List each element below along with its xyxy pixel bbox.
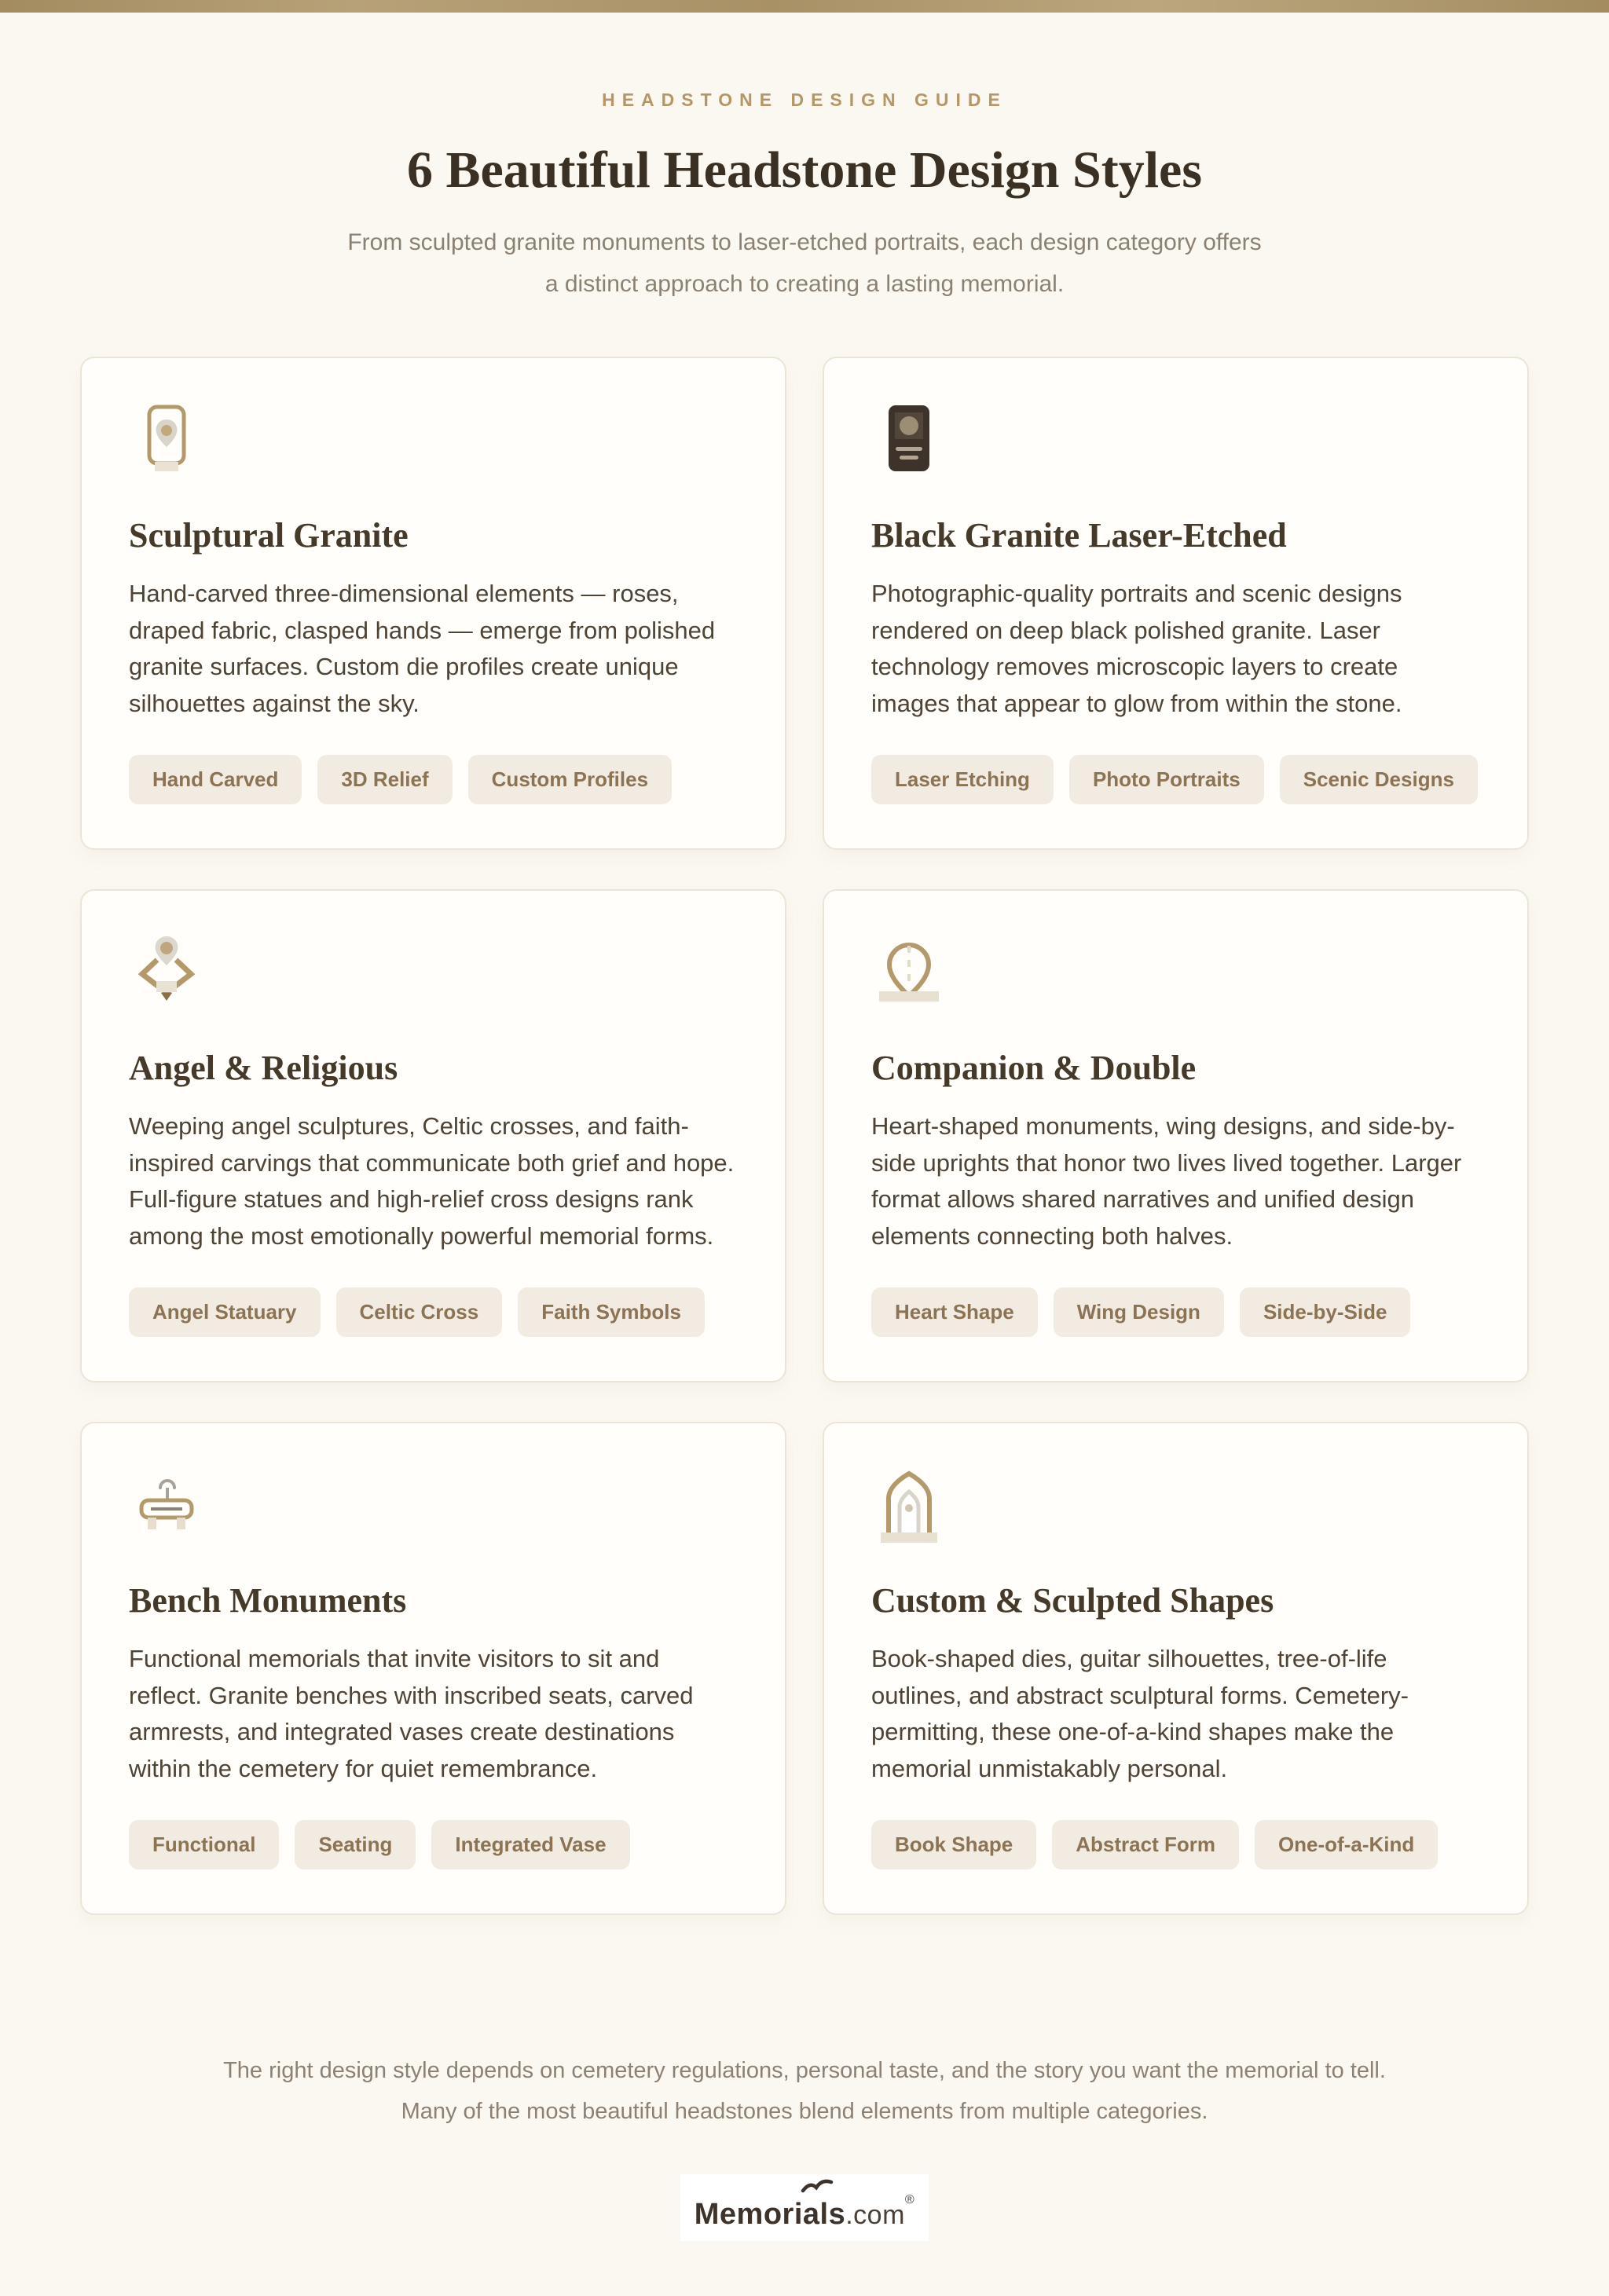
memorials-logo [680, 2174, 929, 2241]
card-title: Sculptural Granite [129, 516, 409, 555]
card-description: Functional memorials that invite visitors to sit and reflect. Granite benches with inscribed seats, carved armrests, and integrated vases create destinations within the cemetery for quiet remembrance. [129, 1645, 694, 1782]
logo-text [694, 2193, 915, 2232]
logo-container [0, 2174, 1609, 2296]
tag-badge: Book Shape [871, 1820, 1036, 1869]
card-title: Companion & Double [871, 1049, 1197, 1087]
card-black-granite-laser-etched [823, 357, 1529, 850]
card-description: Book-shaped dies, guitar silhouettes, tree-of-life outlines, and abstract sculptural forms. Cemetery-permitting, these one-of-a-kind shapes make the memorial unmistakably personal. [871, 1645, 1409, 1782]
eyebrow-label: HEADSTONE DESIGN GUIDE [602, 90, 1007, 110]
tag-list [129, 1820, 738, 1869]
tag-badge: Scenic Designs [1280, 755, 1478, 804]
tag-badge: Angel Statuary [129, 1287, 321, 1337]
angel-pin-icon [129, 935, 738, 1013]
tag-list [129, 755, 738, 804]
card-title: Black Granite Laser-Etched [871, 516, 1287, 555]
card-sculptural-granite [80, 357, 786, 850]
card-description: Photographic-quality portraits and scenic designs rendered on deep black polished granite. Laser technology removes microscopic layers to create images that appear to glow from within the stone. [871, 580, 1402, 717]
tag-badge: Faith Symbols [518, 1287, 705, 1337]
top-accent-bar [0, 0, 1609, 13]
tag-badge: Laser Etching [871, 755, 1054, 804]
upright-headstone-pin-icon [129, 402, 738, 481]
logo-tld: .com [845, 2200, 905, 2231]
tag-list [871, 1820, 1480, 1869]
tag-badge: Functional [129, 1820, 279, 1869]
tag-badge: Side-by-Side [1240, 1287, 1410, 1337]
tag-badge: Hand Carved [129, 755, 302, 804]
card-custom-sculpted-shapes [823, 1422, 1529, 1915]
card-angel-religious [80, 889, 786, 1382]
tag-badge: Custom Profiles [468, 755, 672, 804]
card-description: Hand-carved three-dimensional elements — roses, draped fabric, clasped hands — emerge from polished granite surfaces. Custom die profiles create unique silhouettes against the sky. [129, 580, 716, 717]
logo-registered-mark: ® [904, 2193, 915, 2207]
gull-bird-icon [800, 2177, 834, 2199]
tag-badge: Wing Design [1054, 1287, 1224, 1337]
tag-list [129, 1287, 738, 1337]
arch-monument-icon [871, 1467, 1480, 1546]
page-title: 6 Beautiful Headstone Design Styles [406, 141, 1203, 199]
tag-badge: Heart Shape [871, 1287, 1038, 1337]
card-description: Heart-shaped monuments, wing designs, and side-by-side uprights that honor two lives lived together. Larger format allows shared narratives and unified design elements connecting both halves. [871, 1112, 1462, 1250]
card-grid [80, 357, 1529, 1915]
page-subtitle: From sculpted granite monuments to laser-etched portraits, each design category offers a distinct approach to creating a lasting memorial. [347, 229, 1262, 297]
tag-badge: Photo Portraits [1069, 755, 1264, 804]
card-companion-double [823, 889, 1529, 1382]
footer-line-2: Many of the most beautiful headstones blend elements from multiple categories. [401, 2099, 1208, 2125]
card-description: Weeping angel sculptures, Celtic crosses, and faith-inspired carvings that communicate both grief and hope. Full-figure statues and high-relief cross designs rank among the most emotionally powerful memorial forms. [129, 1112, 735, 1250]
tag-badge: Integrated Vase [431, 1820, 629, 1869]
card-title: Angel & Religious [129, 1049, 398, 1087]
card-bench-monuments [80, 1422, 786, 1915]
logo-brand: Memorials [694, 2198, 846, 2232]
teardrop-monument-icon [871, 935, 1480, 1013]
tag-badge: Seating [295, 1820, 416, 1869]
tag-list [871, 755, 1480, 804]
tag-badge: Celtic Cross [336, 1287, 503, 1337]
card-title: Custom & Sculpted Shapes [871, 1581, 1274, 1620]
tag-badge: Abstract Form [1052, 1820, 1239, 1869]
laser-etched-plaque-icon [871, 402, 1480, 481]
tag-badge: 3D Relief [317, 755, 452, 804]
footer-line-1: The right design style depends on cemetery regulations, personal taste, and the story you want the memorial to tell. [223, 2058, 1386, 2083]
card-title: Bench Monuments [129, 1581, 407, 1620]
bench-icon [129, 1467, 738, 1546]
tag-list [871, 1287, 1480, 1337]
tag-badge: One-of-a-Kind [1255, 1820, 1438, 1869]
footer-note [0, 2050, 1609, 2132]
